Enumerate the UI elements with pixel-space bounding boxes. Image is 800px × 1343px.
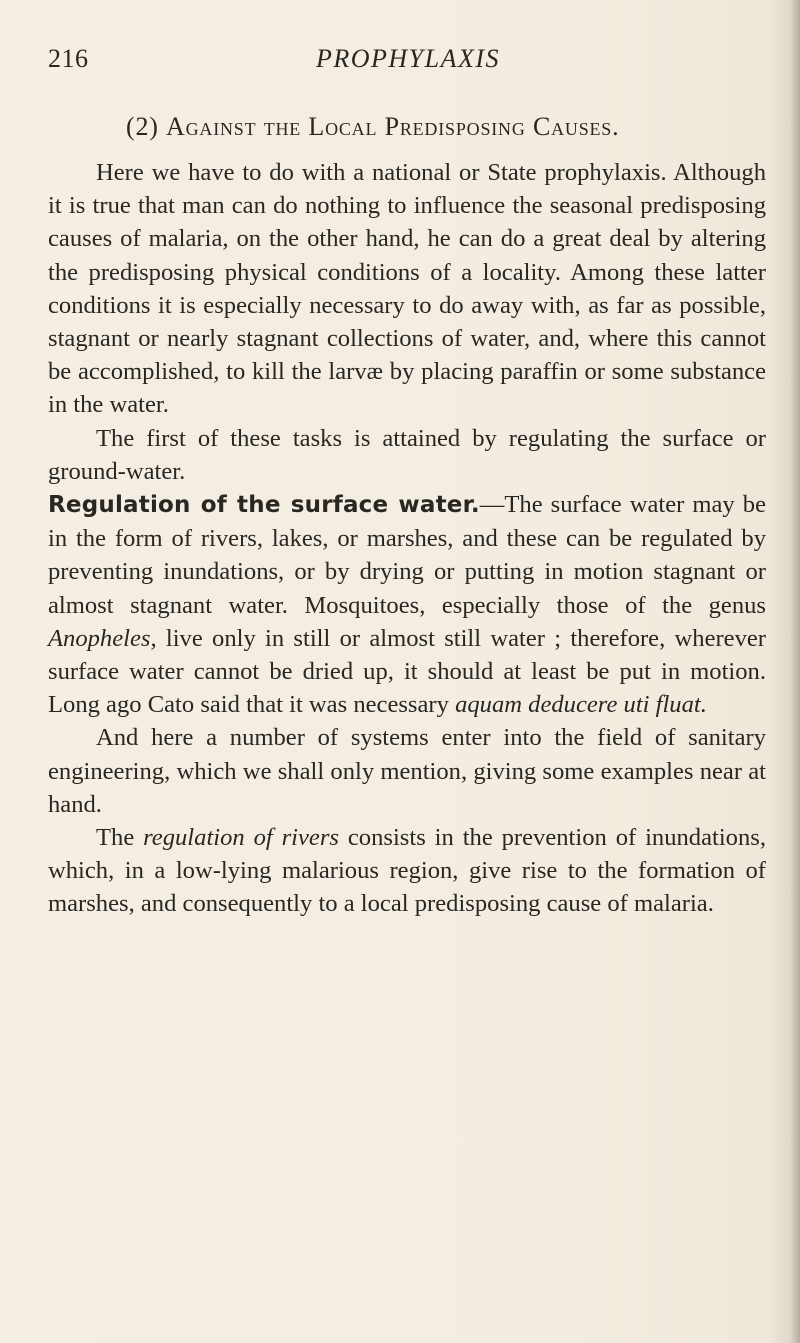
section-title-text: Against the Local Predisposing Causes. xyxy=(166,112,620,141)
paragraph-5 xyxy=(48,821,766,921)
paragraph-2: The first of these tasks is attained by regulating the surface or ground-water. xyxy=(48,424,766,485)
page-edge-shadow xyxy=(790,0,800,1343)
section-title xyxy=(48,110,766,144)
page-header xyxy=(48,44,768,84)
running-head: PROPHYLAXIS xyxy=(315,44,501,73)
paragraph-3-text-b: live only in still or almost still water ; therefore, wherever surface water cannot be dried up, it should at least be put in motion. Long ago Cato said that it was necessary xyxy=(48,624,766,719)
body-text xyxy=(48,110,766,921)
paragraph-5-text-b: consists in the prevention of inundations, which, in a low-lying malarious region, give rise to the formation of marshes, and consequently to a local predisposing cause of malaria. xyxy=(48,824,766,918)
genus-name: Anopheles, xyxy=(48,624,157,652)
paragraph-5-text-a: The xyxy=(96,824,144,852)
paragraph-3 xyxy=(48,488,766,721)
subheading-regulation: Regulation of the surface water. xyxy=(48,492,480,519)
emphasis-regulation-of-rivers: regulation of rivers xyxy=(143,824,339,852)
page-number: 216 xyxy=(48,44,89,73)
section-number: (2) xyxy=(126,112,159,141)
paragraph-3-text-a: —The surface water may be in the form of rivers, lakes, or marshes, and these can be regulated by preventing inundations, or by drying or putting in motion stagnant or almost stagnant water. Mosquitoes, especially those of the genus xyxy=(48,491,767,619)
paragraph-1: Here we have to do with a national or State prophylaxis. Although it is true that man can do nothing to influence the seasonal predisposing causes of malaria, on the other hand, he can do a great deal by altering the predisposing physical conditions of a locality. Among these latter conditions it is especially necessary to do away with, as far as possible, stagnant or nearly stagnant collections of water, and, where this cannot be accomplished, to kill the larvæ by placing paraffin or some substance in the water. xyxy=(48,159,766,419)
latin-quote: aquam deducere uti fluat. xyxy=(455,691,707,719)
paragraph-4: And here a number of systems enter into the field of sanitary engineering, which we shall only mention, giving some examples near at hand. xyxy=(48,724,766,818)
